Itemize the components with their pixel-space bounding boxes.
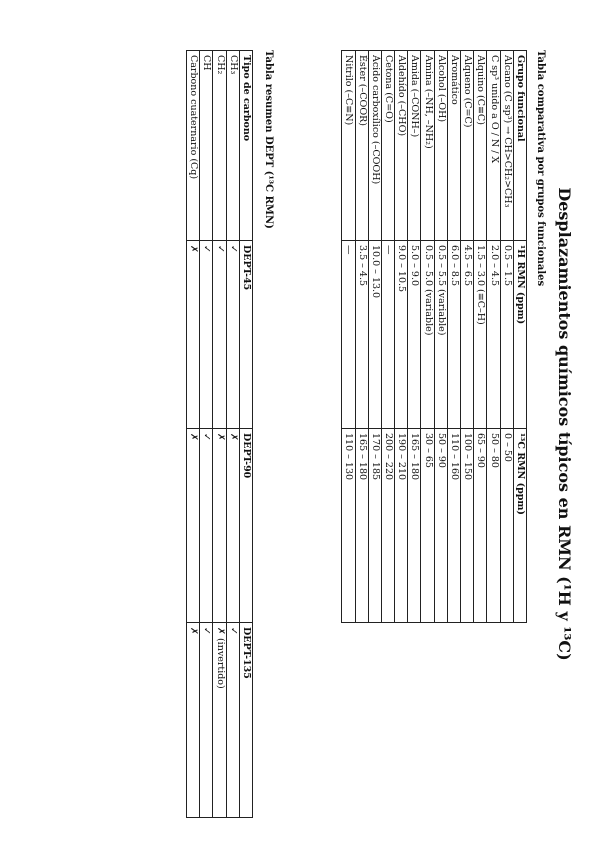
table-cell: 190 – 210 [395,429,408,623]
table-cell: ✗ (invertido) [213,623,226,818]
table-cell: ✗ [187,623,200,818]
table-cell: ✓ [226,623,239,818]
table-row [187,51,200,818]
table-cell: 110 – 130 [342,429,355,623]
header-cell: DEPT-90 [239,429,252,623]
table-row [434,51,447,623]
table-cell: Carbono cuaternario (Cq) [187,51,200,241]
table-cell: ✓ [200,241,213,429]
table1-caption: Tabla comparativa por grupos funcionales [535,50,546,287]
table-cell: 50 – 90 [434,429,447,623]
header-cell: DEPT-135 [239,623,252,818]
page-title: Desplazamientos químicos típicos en RMN (¹H y ¹³C) [555,187,574,661]
table-cell: — [342,241,355,429]
table-cell: 5.0 – 9.0 [408,241,421,429]
table-cell: CH [200,51,213,241]
table-cell: 0.5 – 1.5 [500,241,513,429]
table-cell: Alcano (C sp³) → CH>CH₂>CH₃ [500,51,513,241]
table-cell: 0.5 – 5.5 (variable) [434,241,447,429]
table-cell: Ácido carboxílico (–COOH) [368,51,381,241]
table-cell: CH₂ [213,51,226,241]
table-cell: Cetona (C=O) [381,51,394,241]
table-cell: Amina (–NH, –NH₂) [421,51,434,241]
table-cell: C sp³ unido a O / N / X [487,51,500,241]
table-cell: 110 – 160 [447,429,460,623]
table-cell: ✓ [213,241,226,429]
table-cell: 165 – 180 [355,429,368,623]
table-cell: ✗ [187,429,200,623]
table-cell: ✓ [226,241,239,429]
table-row [213,51,226,818]
table-cell: — [381,241,394,429]
table-cell: 9.0 – 10.5 [395,241,408,429]
table-cell: 1.5 – 3.0 (≡C–H) [474,241,487,429]
table-cell: Aldehído (–CHO) [395,51,408,241]
table-row [342,51,355,623]
table-cell: Alcohol (–OH) [434,51,447,241]
header-cell: ¹H RMN (ppm) [513,241,526,429]
table-cell: 0.5 – 5.0 (variable) [421,241,434,429]
table-cell: 3.5 – 4.5 [355,241,368,429]
table-cell: Alqueno (C=C) [461,51,474,241]
table-cell: 0 – 50 [500,429,513,623]
table-row [381,51,394,623]
table-row [474,51,487,623]
table-cell: 170 – 185 [368,429,381,623]
table2-caption: Tabla resumen DEPT (¹³C RMN) [263,50,274,229]
table-cell: CH₃ [226,51,239,241]
table-cell: 65 – 90 [474,429,487,623]
table-row [368,51,381,623]
table-cell: ✗ [213,429,226,623]
table-row [487,51,500,623]
table-row [461,51,474,623]
table-cell: ✗ [226,429,239,623]
table-header-row [239,51,252,818]
table-row [408,51,421,623]
table-cell: Amida (–CONH–) [408,51,421,241]
table-row [395,51,408,623]
table-row [226,51,239,818]
table-row [421,51,434,623]
table-cell: 200 – 220 [381,429,394,623]
header-cell: ¹³C RMN (ppm) [513,429,526,623]
table-row [447,51,460,623]
table-cell: Nitrilo (–C≡N) [342,51,355,241]
table-cell: 4.5 – 6.5 [461,241,474,429]
table-row [355,51,368,623]
functional-groups-table [341,50,527,623]
dept-table [186,50,253,818]
table-cell: Aromático [447,51,460,241]
header-cell: DEPT-45 [239,241,252,429]
table-cell: 50 – 80 [487,429,500,623]
table-cell: 100 – 150 [461,429,474,623]
table-cell: 10.0 – 13.0 [368,241,381,429]
header-cell: Grupo funcional [513,51,526,241]
table-cell: ✗ [187,241,200,429]
table-cell: ✓ [200,429,213,623]
table-cell: Éster (–COOR) [355,51,368,241]
table-cell: 6.0 – 8.5 [447,241,460,429]
table-cell: ✓ [200,623,213,818]
table-cell: Alquino (C≡C) [474,51,487,241]
header-cell: Tipo de carbono [239,51,252,241]
table-cell: 165 – 180 [408,429,421,623]
table-header-row [513,51,526,623]
table-cell: 2.0 – 4.5 [487,241,500,429]
table-row [500,51,513,623]
table-row [200,51,213,818]
table-cell: 30 – 65 [421,429,434,623]
